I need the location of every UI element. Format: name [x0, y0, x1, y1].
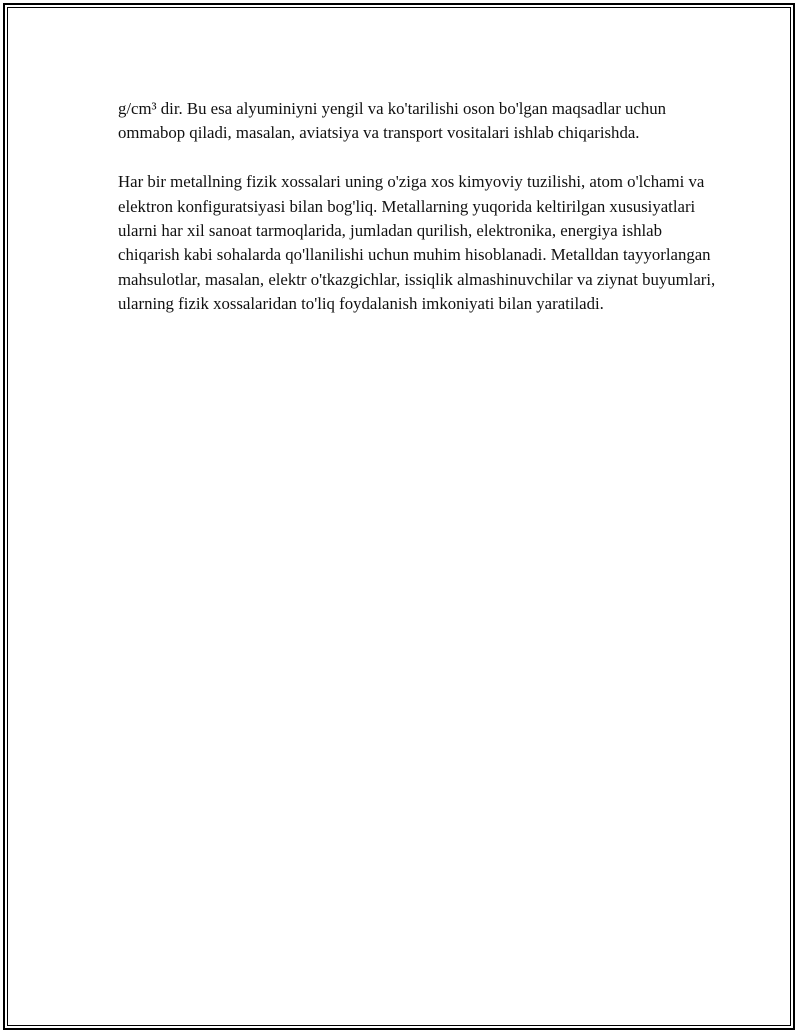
paragraph-2: Har bir metallning fizik xossalari uning o'ziga xos kimyoviy tuzilishi, atom o'lchami va elektron konfiguratsiyasi bilan bog'liq. Metallarning yuqorida keltirilgan xususiyatlari ularni har xil sanoat tarmoqlarida, jumladan qurilish, elektronika, energiya ishlab chiqarish kabi sohalarda qo'llanilishi uchun muhim hisoblanadi. Metalldan tayyorlangan mahsulotlar, masalan, elektr o'tkazgichlar, issiqlik almashinuvchilar va ziynat buyumlari, ularning fizik xossalaridan to'liq foydalanish imkoniyati bilan yaratiladi.: [118, 172, 716, 314]
page-border: [3, 3, 795, 1030]
paragraph-1: g/cm³ dir. Bu esa alyuminiyni yengil va ko'tarilishi oson bo'lgan maqsadlar uchun ommabop qiladi, masalan, aviatsiya va transport vositalari ishlab chiqarishda.: [118, 99, 666, 143]
document-body: [118, 97, 718, 317]
